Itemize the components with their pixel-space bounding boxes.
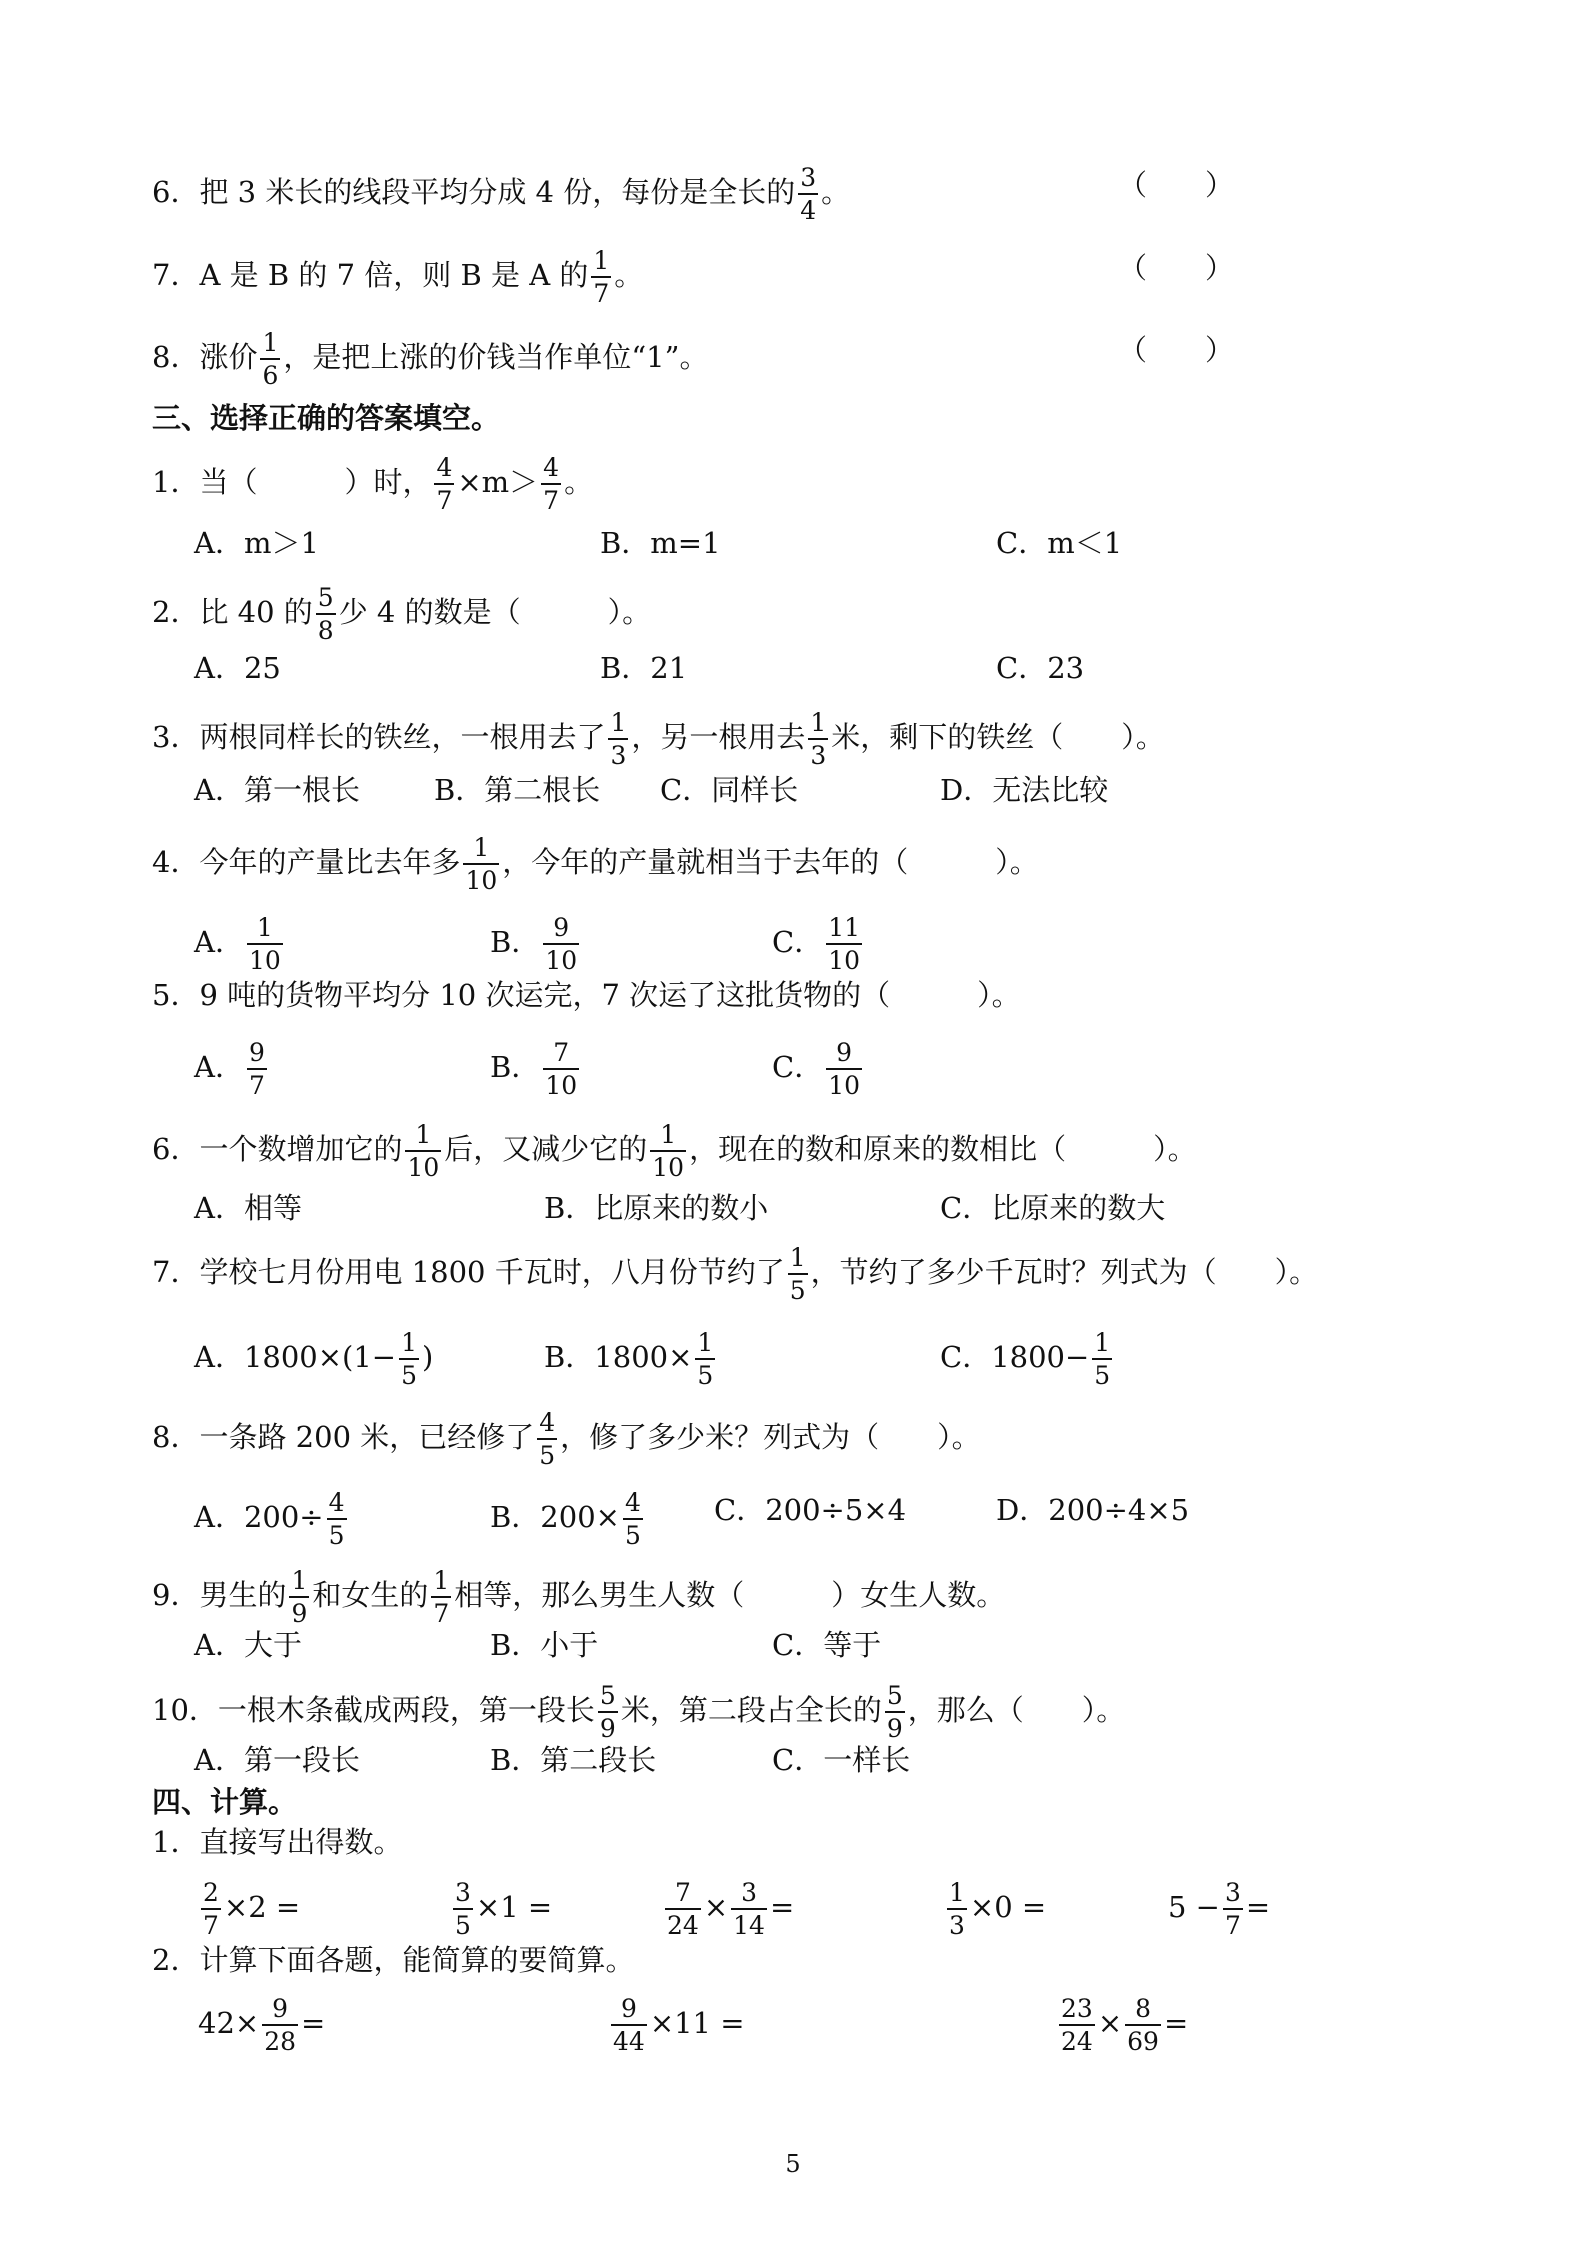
judge-q6: 6．把 3 米长的线段平均分成 4 份，每份是全长的 $\frac{3}{4}$ 。 — [152, 163, 851, 225]
option-b[interactable]: B．1800× $\frac{1}{5}$ — [544, 1328, 714, 1390]
fraction: $\frac{5}{8}$ — [317, 583, 334, 645]
option-a[interactable]: A．第一根长 — [194, 773, 360, 807]
option-a[interactable]: A．200÷ $\frac{4}{5}$ — [194, 1488, 345, 1550]
judge-q7: 7．A 是 B 的 7 倍，则 B 是 A 的 $\frac{1}{7}$ 。 — [152, 246, 644, 308]
option-c[interactable]: C．200÷5×4 — [714, 1493, 907, 1527]
fraction: $\frac{1}{3}$ — [949, 1878, 965, 1940]
mc-q3: 3．两根同样长的铁丝，一根用去了 $\frac{1}{3}$ ，另一根用去 $\frac{1}{3}$ 米，剩下的铁丝（ ）。 — [152, 708, 1165, 770]
option-c[interactable]: C．23 — [996, 651, 1085, 685]
option-a[interactable]: A． $\frac{1}{10}$ — [194, 913, 281, 975]
option-b[interactable]: B．200× $\frac{4}{5}$ — [490, 1488, 641, 1550]
option-a[interactable]: A．第一段长 — [194, 1743, 360, 1777]
fraction: $\frac{2}{7}$ — [203, 1878, 219, 1940]
calc-expression: $\frac{23}{24}$ × $\frac{8}{69}$ = — [1061, 1994, 1189, 2056]
fraction: $\frac{1}{3}$ — [810, 708, 827, 770]
option-c[interactable]: C．等于 — [772, 1628, 882, 1662]
answer-paren[interactable]: （ ） — [1118, 251, 1235, 285]
judge-q8: 8．涨价 $\frac{1}{6}$ ，是把上涨的价钱当作单位“1”。 — [152, 328, 709, 390]
option-c[interactable]: C．1800− $\frac{1}{5}$ — [940, 1328, 1111, 1390]
calc2-title: 2．计算下面各题，能简算的要简算。 — [152, 1943, 635, 1977]
fraction: $\frac{1}{3}$ — [610, 708, 627, 770]
calc-expression: $\frac{1}{3}$ ×0 = — [949, 1878, 1047, 1940]
fraction: $\frac{3}{5}$ — [455, 1878, 471, 1940]
q-text: 8．涨价 — [152, 340, 258, 374]
answer-paren[interactable]: （ ） — [1118, 333, 1235, 367]
fraction: $\frac{1}{7}$ — [433, 1566, 450, 1628]
option-a[interactable]: A．m＞1 — [194, 526, 319, 560]
section-title: 四、计算。 — [152, 1785, 298, 1819]
calc1-title: 1．直接写出得数。 — [152, 1825, 403, 1859]
option-b[interactable]: B．m=1 — [600, 526, 721, 560]
fraction: $\frac{4}{5}$ — [624, 1488, 641, 1550]
fraction: $\frac{9}{7}$ — [248, 1038, 265, 1100]
fraction: $\frac{4}{5}$ — [539, 1408, 556, 1470]
fraction: $\frac{23}{24}$ — [1061, 1994, 1093, 2056]
fraction: $\frac{7}{10}$ — [545, 1038, 578, 1100]
option-a[interactable]: A．25 — [194, 651, 281, 685]
option-c[interactable]: C．同样长 — [660, 773, 799, 807]
fraction: $\frac{3}{14}$ — [733, 1878, 765, 1940]
mc-q7: 7．学校七月份用电 1800 千瓦时，八月份节约了 $\frac{1}{5}$ ，节约了多少千瓦时？列式为（ ）。 — [152, 1243, 1319, 1305]
option-c[interactable]: C．比原来的数大 — [940, 1191, 1166, 1225]
page-number: 5 — [785, 2150, 801, 2178]
option-d[interactable]: D．无法比较 — [940, 773, 1109, 807]
fraction: $\frac{1}{5}$ — [401, 1328, 418, 1390]
calc-expression: 42× $\frac{9}{28}$ = — [198, 1994, 326, 2056]
fraction: $\frac{4}{7}$ — [436, 453, 453, 515]
fraction: $\frac{7}{24}$ — [667, 1878, 699, 1940]
fraction: $\frac{1}{10}$ — [407, 1120, 440, 1182]
calc-expression: $\frac{3}{5}$ ×1 = — [455, 1878, 553, 1940]
mc-q9: 9．男生的 $\frac{1}{9}$ 和女生的 $\frac{1}{7}$ 相等，那么男生人数（ ）女生人数。 — [152, 1566, 1006, 1628]
calc-expression: $\frac{2}{7}$ ×2 = — [203, 1878, 301, 1940]
option-c[interactable]: C． $\frac{9}{10}$ — [772, 1038, 861, 1100]
fraction: $\frac{8}{69}$ — [1127, 1994, 1159, 2056]
option-b[interactable]: B．比原来的数小 — [544, 1191, 769, 1225]
fraction: $\frac{1}{10}$ — [248, 913, 281, 975]
option-b[interactable]: B．小于 — [490, 1628, 599, 1662]
option-b[interactable]: B．第二段长 — [490, 1743, 657, 1777]
option-a[interactable]: A．相等 — [194, 1191, 302, 1225]
mc-q6: 6．一个数增加它的 $\frac{1}{10}$ 后，又减少它的 $\frac{1}{10}$ ，现在的数和原来的数相比（ ）。 — [152, 1120, 1197, 1182]
fraction: $\frac{4}{5}$ — [328, 1488, 345, 1550]
calc-expression: 5 − $\frac{3}{7}$ = — [1168, 1878, 1271, 1940]
fraction: $\frac{9}{44}$ — [613, 1994, 645, 2056]
fraction: $\frac{4}{7}$ — [543, 453, 560, 515]
fraction: $\frac{1}{5}$ — [789, 1243, 806, 1305]
mc-q5: 5．9 吨的货物平均分 10 次运完，7 次运了这批货物的（ ）。 — [152, 978, 1021, 1012]
option-b[interactable]: B． $\frac{7}{10}$ — [490, 1038, 578, 1100]
q-text: 7．A 是 B 的 7 倍，则 B 是 A 的 — [152, 258, 589, 292]
mc-q1: 1．当（ ）时， $\frac{4}{7}$ ×m＞ $\frac{4}{7}$ 。 — [152, 453, 594, 515]
fraction: $\frac{9}{10}$ — [545, 913, 578, 975]
fraction: $\frac{1}{7}$ — [593, 246, 610, 308]
option-c[interactable]: C．一样长 — [772, 1743, 911, 1777]
calc-expression: $\frac{7}{24}$ × $\frac{3}{14}$ = — [667, 1878, 795, 1940]
fraction: $\frac{3}{7}$ — [1224, 1878, 1241, 1940]
mc-q8: 8．一条路 200 米，已经修了 $\frac{4}{5}$ ，修了多少米？列式为（ ）。 — [152, 1408, 981, 1470]
fraction: $\frac{5}{9}$ — [886, 1681, 903, 1743]
mc-q4: 4．今年的产量比去年多 $\frac{1}{10}$ ，今年的产量就相当于去年的（ ）。 — [152, 833, 1039, 895]
fraction: $\frac{1}{5}$ — [697, 1328, 714, 1390]
fraction: $\frac{11}{10}$ — [828, 913, 861, 975]
option-c[interactable]: C．m＜1 — [996, 526, 1123, 560]
answer-paren[interactable]: （ ） — [1118, 168, 1235, 202]
option-d[interactable]: D．200÷4×5 — [996, 1493, 1190, 1527]
option-a[interactable]: A．1800×(1− $\frac{1}{5}$ ) — [194, 1328, 434, 1390]
fraction: $\frac{5}{9}$ — [599, 1681, 616, 1743]
fraction: $\frac{9}{28}$ — [264, 1994, 297, 2056]
mc-q10: 10．一根木条截成两段，第一段长 $\frac{5}{9}$ 米，第二段占全长的 $\frac{5}{9}$ ，那么（ ）。 — [152, 1681, 1126, 1743]
fraction: $\frac{3}{4}$ — [800, 163, 817, 225]
fraction: $\frac{1}{6}$ — [262, 328, 279, 390]
fraction: $\frac{1}{10}$ — [652, 1120, 685, 1182]
q-text: 6．把 3 米长的线段平均分成 4 份，每份是全长的 — [152, 175, 796, 209]
mc-q2: 2．比 40 的 $\frac{5}{8}$ 少 4 的数是（ ）。 — [152, 583, 652, 645]
fraction: $\frac{1}{5}$ — [1094, 1328, 1111, 1390]
option-b[interactable]: B．21 — [600, 651, 688, 685]
option-b[interactable]: B．第二根长 — [434, 773, 601, 807]
fraction: $\frac{1}{10}$ — [465, 833, 498, 895]
option-a[interactable]: A．大于 — [194, 1628, 302, 1662]
option-a[interactable]: A． $\frac{9}{7}$ — [194, 1038, 265, 1100]
calc-expression: $\frac{9}{44}$ ×11 = — [613, 1994, 745, 2056]
fraction: $\frac{9}{10}$ — [828, 1038, 861, 1100]
option-c[interactable]: C． $\frac{11}{10}$ — [772, 913, 861, 975]
option-b[interactable]: B． $\frac{9}{10}$ — [490, 913, 578, 975]
fraction: $\frac{1}{9}$ — [291, 1566, 308, 1628]
section-title: 三、选择正确的答案填空。 — [152, 401, 501, 435]
